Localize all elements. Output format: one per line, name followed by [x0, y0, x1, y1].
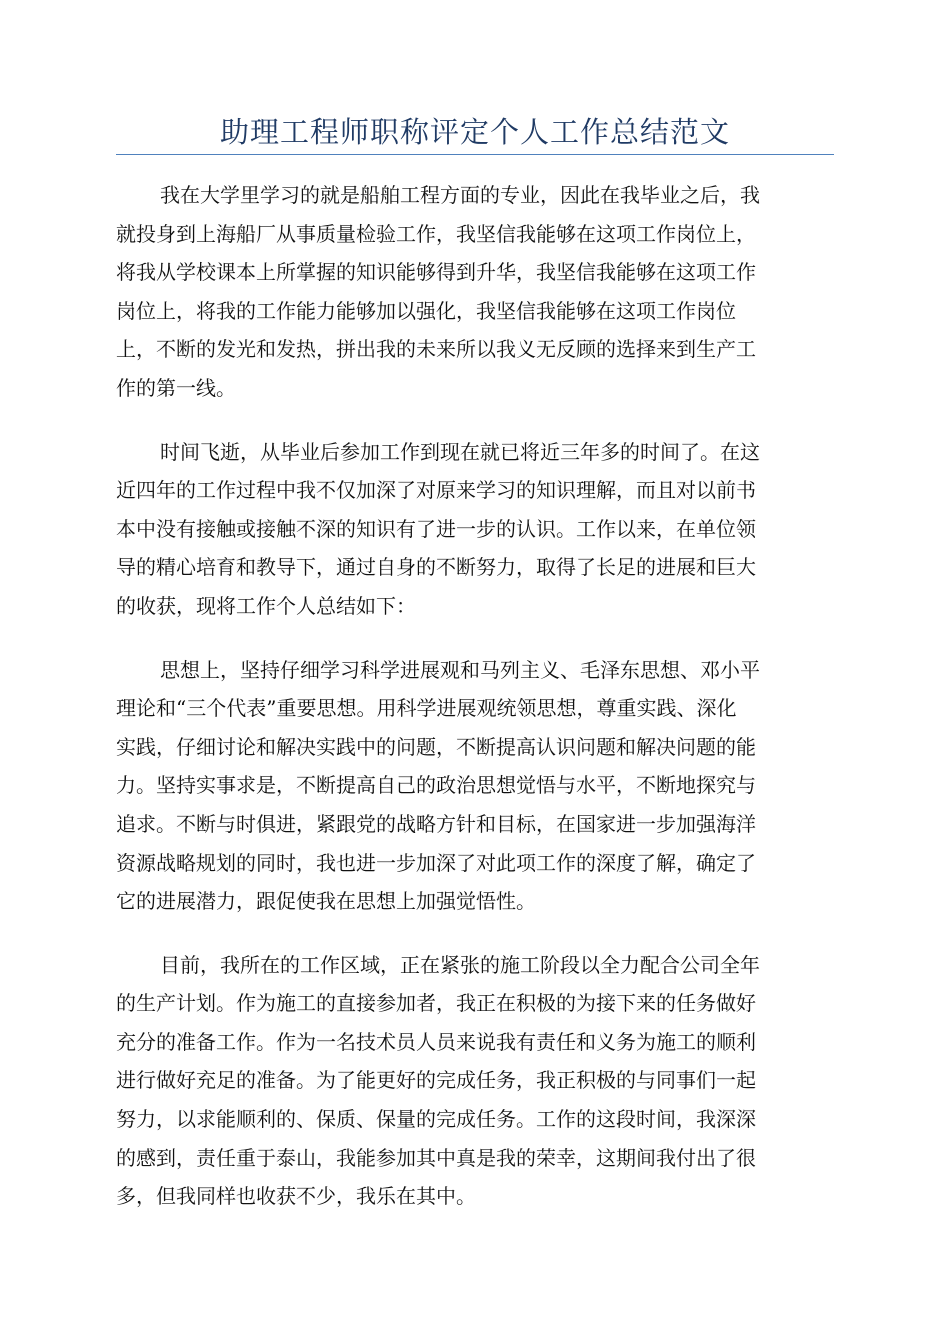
- paragraph-line: 上，不断的发光和发热，拼出我的未来所以我义无反顾的选择来到生产工: [116, 337, 756, 362]
- paragraph-line: 它的进展潜力，跟促使我在思想上加强觉悟性。: [116, 889, 536, 914]
- paragraph-line: 力。坚持实事求是，不断提高自己的政治思想觉悟与水平，不断地探究与: [116, 773, 756, 798]
- paragraph-line: 我在大学里学习的就是船舶工程方面的专业，因此在我毕业之后，我: [160, 183, 760, 207]
- paragraph-line: 多，但我同样也收获不少，我乐在其中。: [116, 1184, 476, 1209]
- paragraph-line: 将我从学校课本上所掌握的知识能够得到升华，我坚信我能够在这项工作: [116, 260, 756, 285]
- paragraph-4: [116, 946, 834, 1216]
- paragraph-1: [116, 176, 834, 408]
- paragraph-3: [116, 651, 834, 921]
- paragraph-line: 作的第一线。: [116, 375, 236, 400]
- document-body: [116, 176, 834, 1241]
- paragraph-line: 近四年的工作过程中我不仅加深了对原来学习的知识理解，而且对以前书: [116, 478, 756, 503]
- document-title: 助理工程师职称评定个人工作总结范文: [219, 115, 730, 149]
- paragraph-line: 的生产计划。作为施工的直接参加者，我正在积极的为接下来的任务做好: [116, 991, 756, 1016]
- paragraph-line: 进行做好充足的准备。为了能更好的完成任务，我正积极的与同事们一起: [116, 1068, 756, 1093]
- title-underline: [116, 154, 834, 155]
- paragraph-line: 导的精心培育和教导下，通过自身的不断努力，取得了长足的进展和巨大: [116, 555, 756, 580]
- paragraph-line: 充分的准备工作。作为一名技术员人员来说我有责任和义务为施工的顺利: [116, 1029, 756, 1054]
- paragraph-2: [116, 433, 834, 626]
- paragraph-line: 实践，仔细讨论和解决实践中的问题，不断提高认识问题和解决问题的能: [116, 734, 756, 759]
- paragraph-line: 思想上，坚持仔细学习科学进展观和马列主义、毛泽东思想、邓小平: [160, 657, 760, 682]
- paragraph-line: 时间飞逝，从毕业后参加工作到现在就已将近三年多的时间了。在这: [160, 439, 760, 464]
- paragraph-line: 本中没有接触或接触不深的知识有了进一步的认识。工作以来，在单位领: [116, 516, 756, 541]
- paragraph-line: 岗位上，将我的工作能力能够加以强化，我坚信我能够在这项工作岗位: [116, 298, 736, 323]
- paragraph-line: 追求。不断与时俱进，紧跟党的战略方针和目标，在国家进一步加强海洋: [116, 811, 756, 836]
- paragraph-line: 的感到，责任重于泰山，我能参加其中真是我的荣幸，这期间我付出了很: [116, 1145, 756, 1170]
- paragraph-line: 理论和“三个代表”重要思想。用科学进展观统领思想，尊重实践、深化: [116, 696, 737, 721]
- paragraph-line: 的收获，现将工作个人总结如下：: [116, 593, 416, 618]
- paragraph-line: 努力，以求能顺利的、保质、保量的完成任务。工作的这段时间，我深深: [116, 1107, 756, 1132]
- paragraph-line: 就投身到上海船厂从事质量检验工作，我坚信我能够在这项工作岗位上，: [116, 221, 756, 246]
- paragraph-line: 目前，我所在的工作区域，正在紧张的施工阶段以全力配合公司全年: [160, 952, 760, 977]
- paragraph-line: 资源战略规划的同时，我也进一步加深了对此项工作的深度了解，确定了: [116, 850, 756, 875]
